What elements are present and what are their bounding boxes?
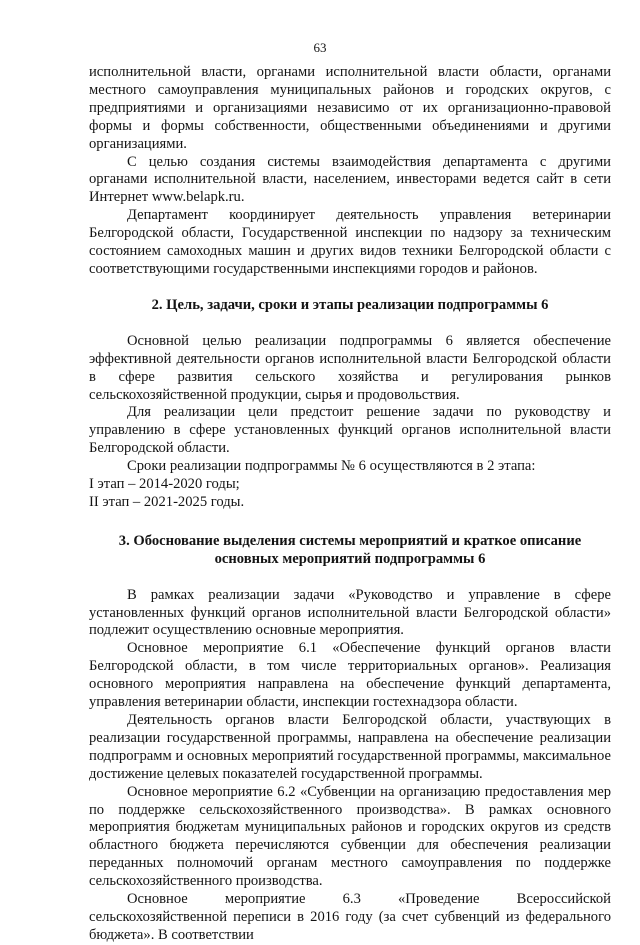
section-3-paragraph-3: Деятельность органов власти Белгородской области, участвующих в реализации государственной программы, направлена на обеспечение реализации подпрограмм и основных мероприятий государственной программы, максимальное достижение целевых показателей государственной программы. xyxy=(89,712,611,782)
intro-paragraph-3: Департамент координирует деятельность управления ветеринарии Белгородской области, Государственной инспекции по надзору за техническим состоянием самоходных машин и других видов техники Белгородской области с соответствующими государственными инспекциями городов и районов. xyxy=(89,207,611,277)
page-number: 63 xyxy=(313,40,327,55)
section-3-paragraph-4: Основное мероприятие 6.2 «Субвенции на организацию предоставления мер по поддержке сельскохозяйственного производства». В рамках основного мероприятия бюджетам муниципальных районов и городских округов из средств областного бюджета перечисляются субвенции для обеспечения реализации переданных полномочий органам местного самоуправления по поддержке сельскохозяйственного производства. xyxy=(89,783,611,890)
section-2-paragraph-3: Сроки реализации подпрограммы № 6 осуществляются в 2 этапа: xyxy=(127,458,536,475)
section-3-paragraph-2: Основное мероприятие 6.1 «Обеспечение функций органов власти Белгородской области, в том числе территориальных органов». Реализация основного мероприятия направлена на обеспечение функций департамента, управления ветеринарии области, инспекции гостехнадзора области. xyxy=(89,640,611,711)
section-2-paragraph-2: Для реализации цели предстоит решение задачи по руководству и управлению в сфере установленных функций органов исполнительной власти Белгородской области. xyxy=(89,404,611,457)
section-2-heading: 2. Цель, задачи, сроки и этапы реализации подпрограммы 6 xyxy=(151,296,549,313)
section-3-heading-line-1: 3. Обоснование выделения системы мероприятий и краткое описание xyxy=(118,532,582,549)
section-2-paragraph-1: Основной целью реализации подпрограммы 6 является обеспечение эффективной деятельности органов исполнительной власти Белгородской области в сфере развития сельского хозяйства и регулирования рынков сельскохозяйственной продукции, сырья и продовольствия. xyxy=(89,332,611,403)
stage-2-line: II этап – 2021-2025 годы. xyxy=(89,493,245,510)
section-3-heading xyxy=(89,533,611,569)
intro-paragraph-2: С целью создания системы взаимодействия департамента с другими органами исполнительной власти, населением, инвесторами ведется сайт в сети Интернет www.belapk.ru. xyxy=(89,153,611,206)
section-3-paragraph-5: Основное мероприятие 6.3 «Проведение Всероссийской сельскохозяйственной переписи в 2016 году (за счет субвенций из федерального бюджета». В соответствии xyxy=(89,891,611,943)
document-body xyxy=(89,64,611,945)
intro-paragraph-1: исполнительной власти, органами исполнительной власти области, органами местного самоуправления муниципальных районов и городских округов, с предприятиями и организациями независимо от их организационно-правовой формы и формы собственности, общественными объединениями и другими организациями. xyxy=(89,64,611,152)
section-3-paragraph-1: В рамках реализации задачи «Руководство и управление в сфере установленных функций органов исполнительной власти Белгородской области» подлежит осуществлению основные мероприятия. xyxy=(89,586,611,639)
stage-1-line: I этап – 2014-2020 годы; xyxy=(89,476,240,493)
section-3-heading-line-2: основных мероприятий подпрограммы 6 xyxy=(214,550,486,567)
